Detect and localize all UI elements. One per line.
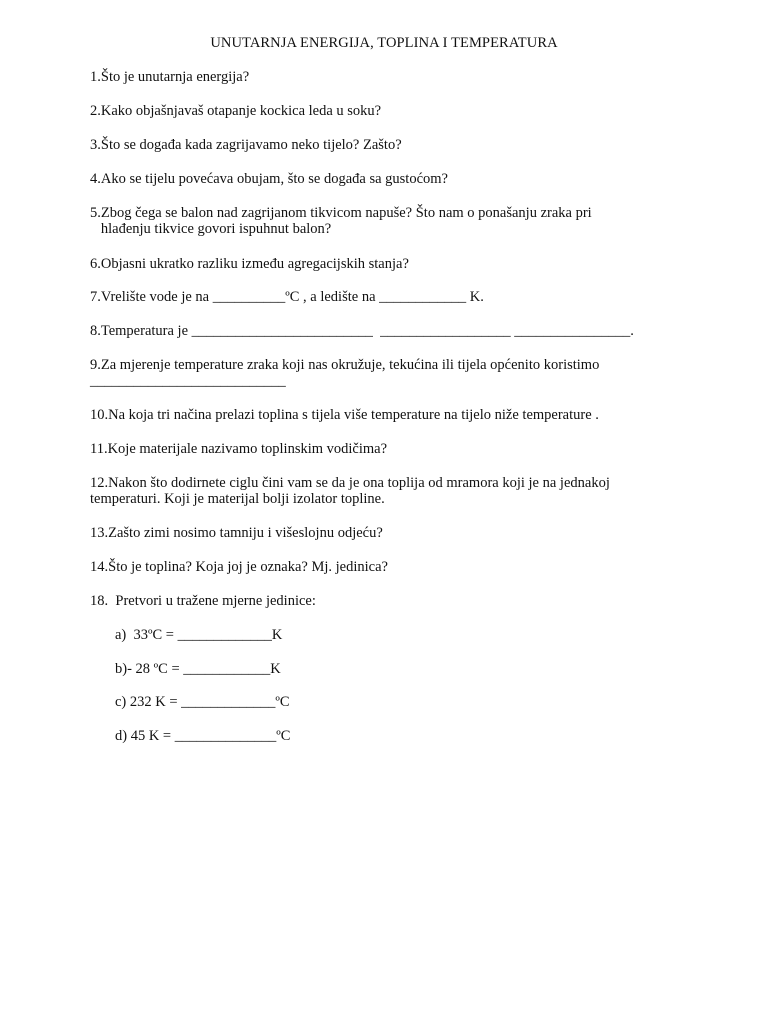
question-1: 1.Što je unutarnja energija? xyxy=(90,69,250,85)
question-12-line-1: 12.Nakon što dodirnete ciglu čini vam se da je ona toplija od mramora koji je na jednakoj xyxy=(90,475,610,491)
question-14: 14.Što je toplina? Koja joj je oznaka? Mj. jedinica? xyxy=(90,559,388,575)
conversion-a: a) 33ºC = _____________K xyxy=(115,627,283,643)
question-12-line-2: temperaturi. Koji je materijal bolji izolator topline. xyxy=(90,491,385,507)
conversion-d: d) 45 K = ______________ºC xyxy=(115,728,291,744)
question-6: 6.Objasni ukratko razliku između agregacijskih stanja? xyxy=(90,256,409,272)
question-9-answer-line: ___________________________ xyxy=(90,373,286,389)
question-10: 10.Na koja tri načina prelazi toplina s tijela više temperature na tijelo niže temperature . xyxy=(90,407,599,423)
question-3: 3.Što se događa kada zagrijavamo neko tijelo? Zašto? xyxy=(90,137,402,153)
question-7: 7.Vrelište vode je na __________ºC , a ledište na ____________ K. xyxy=(90,289,484,305)
question-9-line-1: 9.Za mjerenje temperature zraka koji nas okružuje, tekućina ili tijela općenito koristimo xyxy=(90,357,600,373)
question-4: 4.Ako se tijelu povećava obujam, što se događa sa gustoćom? xyxy=(90,171,448,187)
question-11: 11.Koje materijale nazivamo toplinskim vodičima? xyxy=(90,441,388,457)
worksheet-title: UNUTARNJA ENERGIJA, TOPLINA I TEMPERATURA xyxy=(210,35,558,51)
question-13: 13.Zašto zimi nosimo tamniju i višeslojnu odjeću? xyxy=(90,525,383,541)
conversion-c: c) 232 K = _____________ºC xyxy=(115,694,290,710)
question-5-line-1: 5.Zbog čega se balon nad zagrijanom tikvicom napuše? Što nam o ponašanju zraka pri xyxy=(90,205,592,221)
question-2: 2.Kako objašnjavaš otapanje kockica leda u soku? xyxy=(90,103,382,119)
question-8: 8.Temperatura je _________________________ __________________ ________________. xyxy=(90,323,634,339)
conversion-b: b)- 28 ºC = ____________K xyxy=(115,661,281,677)
question-18: 18. Pretvori u tražene mjerne jedinice: xyxy=(90,593,316,609)
question-5-line-2: hlađenju tikvice govori ispuhnut balon? xyxy=(90,221,332,237)
